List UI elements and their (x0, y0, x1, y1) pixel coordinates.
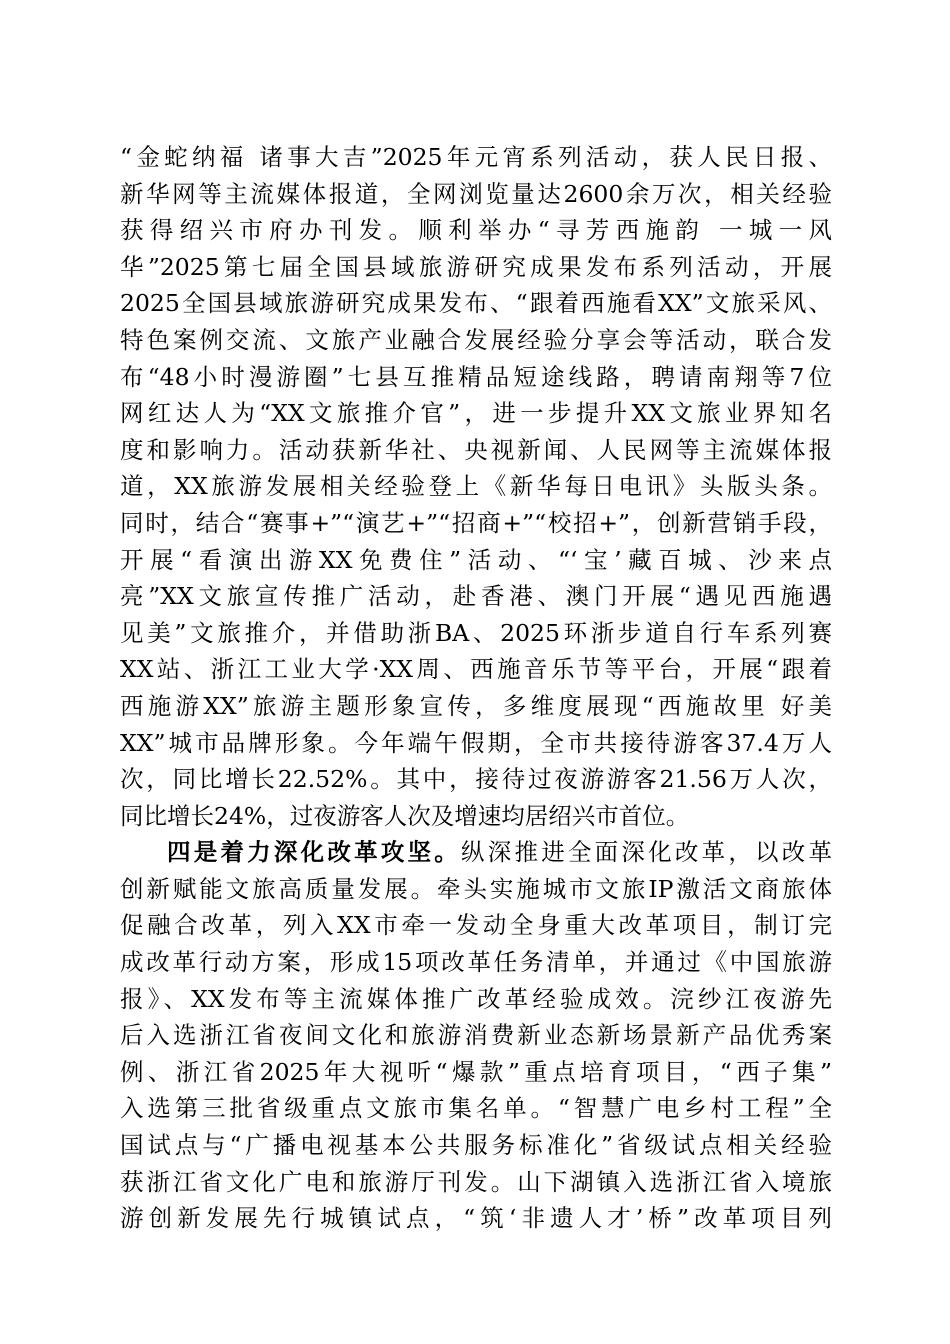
text-line: 见美”文旅推介，并借助浙BA、2025环浙步道自行车系列赛 (120, 618, 832, 647)
text-line: 入选第三批省级重点文旅市集名单。“智慧广电乡村工程”全 (120, 1094, 832, 1123)
text-line: 布“48小时漫游圈”七县互推精品短途线路，聘请南翔等7位 (120, 362, 832, 391)
paragraph-1 (120, 139, 832, 834)
text-line: 获得绍兴市府办刊发。顺利举办“寻芳西施韵 一城一风 (120, 216, 832, 245)
text-line: 促融合改革，列入XX市牵一发动全身重大改革项目，制订完 (120, 911, 832, 940)
text-line: 例、浙江省2025年大视听“爆款”重点培育项目，“西子集” (120, 1057, 832, 1086)
text-line: 获浙江省文化广电和旅游厅刊发。山下湖镇入选浙江省入境旅 (120, 1167, 832, 1196)
text-line: 度和影响力。活动获新华社、央视新闻、人民网等主流媒体报 (120, 435, 832, 464)
text-line: XX”城市品牌形象。今年端午假期，全市共接待游客37.4万人 (120, 728, 832, 757)
text-line: “金蛇纳福 诸事大吉”2025年元宵系列活动，获人民日报、 (120, 143, 832, 171)
text-line: 后入选浙江省夜间文化和旅游消费新业态新场景新产品优秀案 (120, 1021, 832, 1050)
body-text (120, 139, 832, 1237)
text-line: 创新赋能文旅高质量发展。牵头实施城市文旅IP激活文商旅体 (120, 874, 832, 903)
text-line: 游创新发展先行城镇试点，“筑‘非遗人才’桥”改革项目列 (120, 1204, 832, 1233)
section-heading: 四是着力深化改革攻坚。 (167, 838, 462, 867)
text-line: 华”2025第七届全国县域旅游研究成果发布系列活动，开展 (120, 252, 832, 281)
text-line: 新华网等主流媒体报道，全网浏览量达2600余万次，相关经验 (120, 179, 832, 208)
paragraph-2 (120, 834, 832, 1237)
paragraph-2-first-line (120, 834, 832, 871)
text-line: 开展“看演出游XX免费住”活动、“‘宝’藏百城、沙来点 (120, 545, 832, 574)
text-line: 网红达人为“XX文旅推介官”，进一步提升XX文旅业界知名 (120, 399, 832, 428)
text-line: 道，XX旅游发展相关经验登上《新华每日电讯》头版头条。 (120, 472, 832, 501)
text-line: 亮”XX文旅宣传推广活动，赴香港、澳门开展“遇见西施遇 (120, 582, 832, 611)
text-line: 特色案例交流、文旅产业融合发展经验分享会等活动，联合发 (120, 325, 832, 354)
text-line: 2025全国县域旅游研究成果发布、“跟着西施看XX”文旅采风、 (120, 289, 832, 318)
text-line: 同比增长24%，过夜游客人次及增速均居绍兴市首位。 (120, 801, 690, 830)
text-span: 纵深推进全面深化改革，以改革 (461, 838, 833, 867)
text-line: XX站、浙江工业大学·XX周、西施音乐节等平台，开展“跟着 (120, 655, 832, 684)
text-line: 国试点与“广播电视基本公共服务标准化”省级试点相关经验 (120, 1131, 832, 1160)
text-line: 成改革行动方案，形成15项改革任务清单，并通过《中国旅游 (120, 948, 832, 977)
text-line: 同时，结合“赛事+”“演艺+”“招商+”“校招+”，创新营销手段， (120, 508, 832, 537)
text-line: 次，同比增长22.52%。其中，接待过夜游游客21.56万人次， (120, 765, 832, 794)
text-line: 西施游XX”旅游主题形象宣传，多维度展现“西施故里 好美 (120, 691, 832, 720)
text-line: 报》、XX发布等主流媒体推广改革经验成效。浣纱江夜游先 (120, 984, 832, 1013)
